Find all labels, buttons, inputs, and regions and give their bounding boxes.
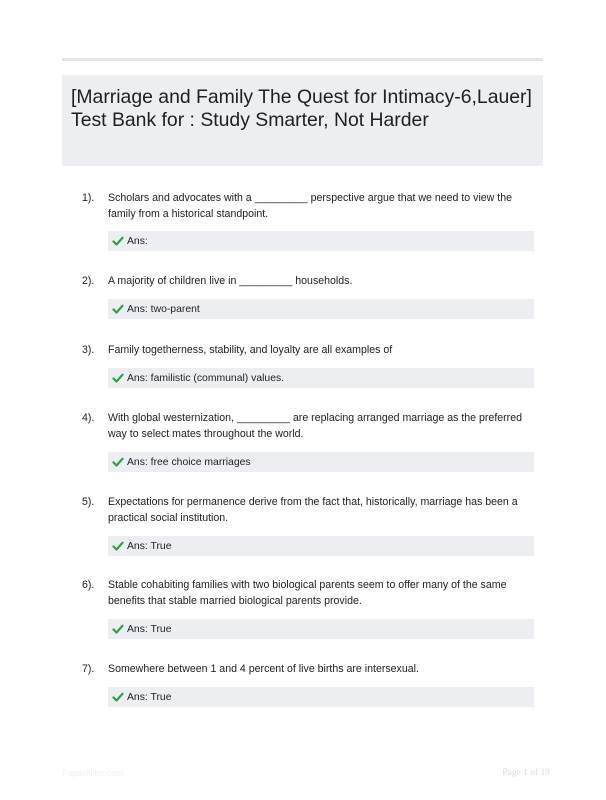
question-text: Family togetherness, stability, and loyalty are all examples of bbox=[108, 344, 393, 356]
question-text: With global westernization, _________ are replacing arranged marriage as the preferred way to select mates throughout the world. bbox=[108, 412, 522, 440]
question-text: Expectations for permanence derive from the fact that, historically, marriage has been a practical social institution. bbox=[108, 496, 518, 524]
answer-box bbox=[108, 619, 534, 639]
answer-box bbox=[108, 231, 534, 251]
answer-text: Ans: bbox=[127, 235, 148, 247]
answer-box bbox=[108, 368, 534, 388]
question-number: 5). bbox=[82, 496, 95, 508]
answer-box bbox=[108, 299, 534, 319]
page-number: Page 1 of 19 bbox=[502, 768, 550, 778]
question-number: 7). bbox=[82, 663, 95, 675]
checkmark-icon bbox=[112, 623, 124, 635]
answer-text: Ans: free choice marriages bbox=[127, 456, 251, 468]
checkmark-icon bbox=[112, 235, 124, 247]
title-panel bbox=[62, 75, 543, 166]
answer-text: Ans: True bbox=[127, 691, 172, 703]
checkmark-icon bbox=[112, 372, 124, 384]
question-number: 3). bbox=[82, 344, 95, 356]
question-text: Stable cohabiting families with two biological parents seem to offer many of the same benefits that stable married biological parents provide. bbox=[108, 579, 507, 607]
page-title: [Marriage and Family The Quest for Intimacy-6,Lauer] Test Bank for : Study Smarter, Not Harder bbox=[71, 86, 532, 131]
checkmark-icon bbox=[112, 303, 124, 315]
question-number: 6). bbox=[82, 579, 95, 591]
question-number: 4). bbox=[82, 412, 95, 424]
answer-box bbox=[108, 452, 534, 472]
answer-box bbox=[108, 536, 534, 556]
top-divider bbox=[62, 58, 543, 61]
checkmark-icon bbox=[112, 456, 124, 468]
checkmark-icon bbox=[112, 540, 124, 552]
answer-text: Ans: familistic (communal) values. bbox=[127, 372, 285, 384]
question-text: A majority of children live in _________ households. bbox=[108, 275, 353, 287]
question-number: 1). bbox=[82, 192, 95, 204]
answer-text: Ans: True bbox=[127, 623, 172, 635]
answer-box bbox=[108, 687, 534, 707]
answer-text: Ans: True bbox=[127, 540, 172, 552]
footer-watermark: PaperNibs.com bbox=[62, 768, 124, 778]
question-text: Somewhere between 1 and 4 percent of live births are intersexual. bbox=[108, 663, 419, 675]
answer-text: Ans: two-parent bbox=[127, 303, 200, 315]
checkmark-icon bbox=[112, 691, 124, 703]
question-number: 2). bbox=[82, 275, 95, 287]
question-text: Scholars and advocates with a _________ perspective argue that we need to view the family from a historical standpoint. bbox=[108, 192, 513, 220]
